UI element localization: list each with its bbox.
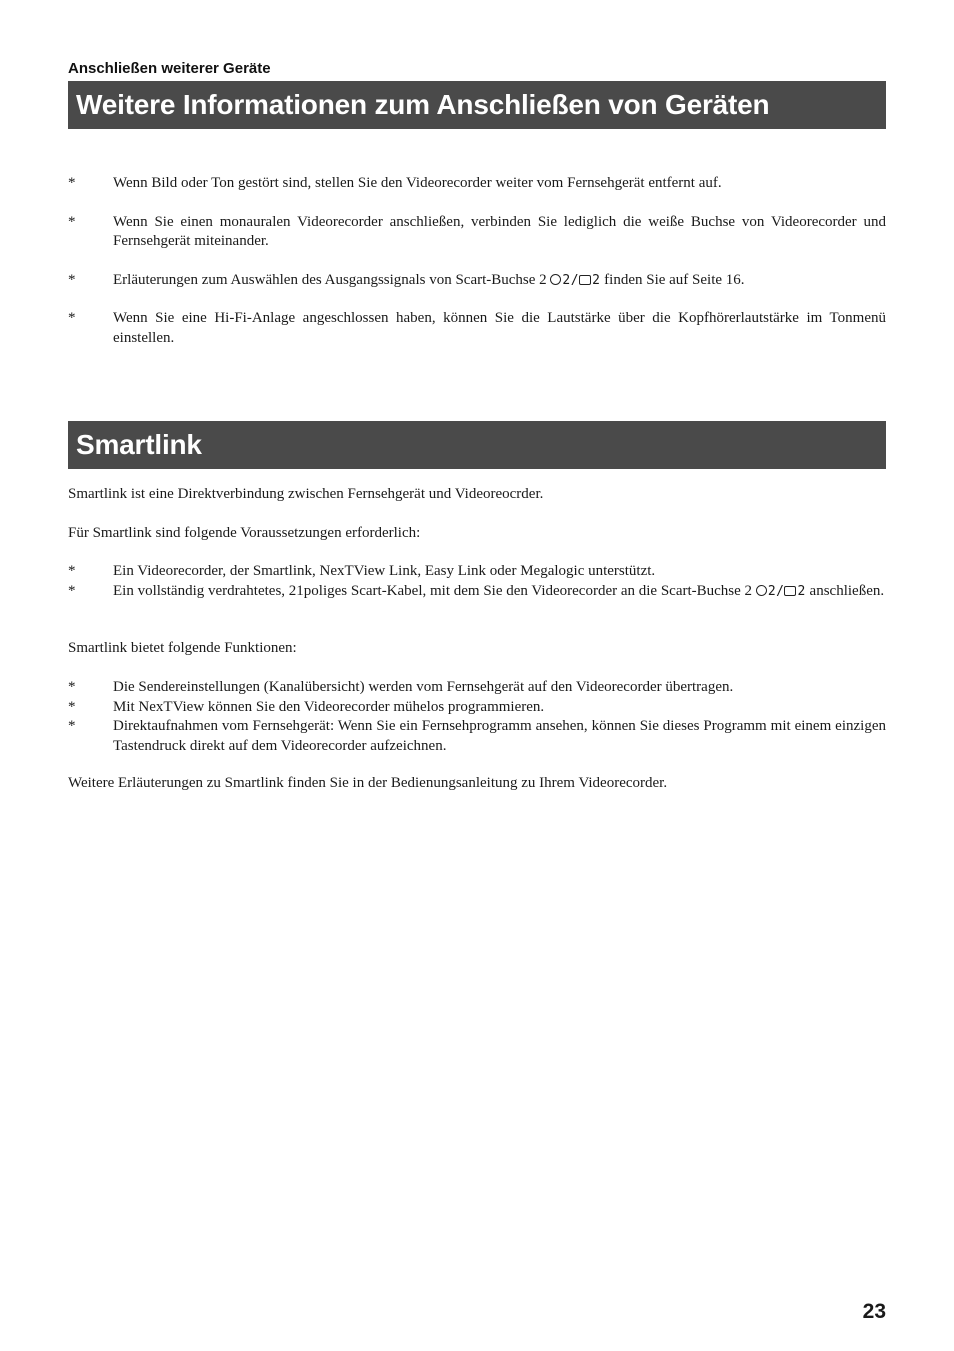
list-item	[68, 174, 886, 194]
requirements-heading: Für Smartlink sind folgende Voraussetzungen erforderlich:	[68, 525, 421, 541]
smartlink-intro: Smartlink ist eine Direktverbindung zwischen Fernsehgerät und Videoreocrder.	[68, 486, 544, 502]
smartlink-footer-note: Weitere Erläuterungen zu Smartlink finden Sie in der Bedienungsanleitung zu Ihrem Videorecorder.	[68, 775, 668, 791]
bullet-star: *	[68, 718, 76, 734]
scart-2-symbol: 2/ 2	[550, 273, 600, 288]
bullet-star: *	[68, 271, 76, 288]
section-title: Smartlink	[76, 429, 202, 460]
input-icon	[756, 585, 767, 596]
list-item-text: Wenn Bild oder Ton gestört sind, stellen Sie den Videorecorder weiter vom Fernsehgerät entfernt auf.	[113, 175, 722, 191]
list-item	[68, 271, 886, 291]
bullet-star: *	[68, 679, 76, 695]
tv-output-icon	[579, 275, 591, 285]
list-item-text: Direktaufnahmen vom Fernsehgerät: Wenn Sie ein Fernsehprogramm ansehen, können Sie dieses Programm mit einem einzigen Tastendruck direkt auf dem Videorecorder aufzeichnen.	[113, 718, 886, 754]
bullet-star: *	[68, 175, 76, 191]
bullet-star: *	[68, 563, 76, 579]
list-item-text: Wenn Sie einen monauralen Videorecorder anschließen, verbinden Sie lediglich die weiße Buchse von Videorecorder und Fernsehgerät miteinander.	[113, 213, 886, 249]
list-item-text: Erläuterungen zum Auswählen des Ausgangssignals von Scart-Buchse 2	[113, 271, 547, 288]
section-banner-smartlink	[68, 421, 886, 469]
list-item-text-suffix: anschließen.	[809, 582, 885, 599]
list-item-text-suffix: finden Sie auf Seite 16.	[604, 271, 745, 288]
functions-list	[68, 678, 886, 756]
tv-output-icon	[784, 586, 796, 596]
list-item-text: Ein Videorecorder, der Smartlink, NexTView Link, Easy Link oder Megalogic unterstützt.	[113, 563, 656, 579]
bullet-star: *	[68, 213, 76, 230]
functions-heading: Smartlink bietet folgende Funktionen:	[68, 640, 297, 656]
bullet-star: *	[68, 582, 76, 599]
page-number: 23	[862, 1300, 886, 1323]
bullet-star: *	[68, 310, 76, 326]
requirements-list	[68, 562, 886, 601]
list-item-text: Ein vollständig verdrahtetes, 21poliges Scart-Kabel, mit dem Sie den Videorecorder an die Scart-Buchse 2	[113, 582, 753, 599]
info-bullet-list	[68, 174, 886, 367]
list-item	[68, 717, 886, 756]
list-item	[68, 582, 886, 602]
list-item	[68, 309, 886, 348]
section-banner-weitere-informationen	[68, 81, 886, 129]
scart-2-symbol: 2/ 2	[756, 584, 806, 599]
list-item	[68, 698, 886, 718]
section-label: Anschließen weiterer Geräte	[68, 60, 271, 77]
bullet-star: *	[68, 698, 76, 715]
list-item-text: Mit NexTView können Sie den Videorecorder mühelos programmieren.	[113, 698, 545, 715]
section-title: Weitere Informationen zum Anschließen von Geräten	[76, 89, 770, 120]
list-item-text: Die Sendereinstellungen (Kanalübersicht) werden vom Fernsehgerät auf den Videorecorder übertragen.	[113, 679, 734, 695]
list-item	[68, 678, 886, 698]
list-item	[68, 213, 886, 252]
list-item-text: Wenn Sie eine Hi-Fi-Anlage angeschlossen haben, können Sie die Lautstärke über die Kopfhörerlautstärke im Tonmenü einstellen.	[113, 310, 886, 346]
input-icon	[550, 274, 561, 285]
list-item	[68, 562, 886, 582]
